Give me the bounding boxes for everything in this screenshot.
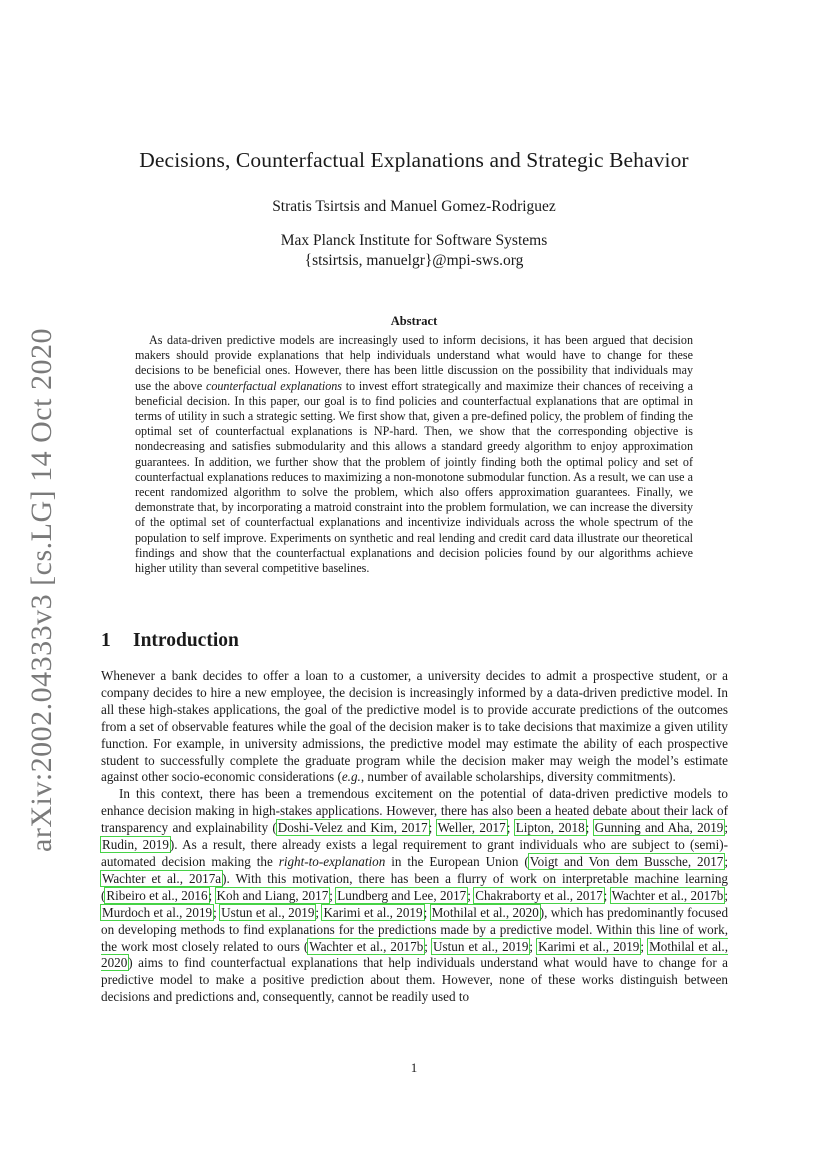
paper-authors: Stratis Tsirtsis and Manuel Gomez-Rodriguez bbox=[272, 198, 556, 215]
citation-link[interactable]: Murdoch et al., 2019 bbox=[102, 904, 213, 920]
citation-link[interactable]: Doshi-Velez and Kim, 2017 bbox=[277, 820, 428, 836]
citation-link[interactable]: Wachter et al., 2017a bbox=[102, 870, 222, 886]
paper-title: Decisions, Counterfactual Explanations and Strategic Behavior bbox=[139, 148, 689, 172]
citation-link[interactable]: Lipton, 2018 bbox=[515, 820, 585, 836]
section-number: 1 bbox=[101, 630, 111, 651]
citation-link[interactable]: Ribeiro et al., 2016 bbox=[106, 887, 208, 903]
intro-paragraph-2: In this context, there has been a tremendous excitement on the potential of data-driven predictive models to enhance decision making in high-stakes applications. However, there has also been a heated debate about their lack of transparency and explainability (Doshi-Velez and Kim, 2017; Weller, 2017; Lipton, 2018; Gunning and Aha, 2019; Rudin, 2019). As a result, there already exists a legal requirement to grant individuals who are subject to (semi)-automated decision making the right-to-explanation in the European Union (Voigt and Von dem Bussche, 2017; Wachter et al., 2017a). With this motivation, there has been a flurry of work on interpretable machine learning (Ribeiro et al., 2016; Koh and Liang, 2017; Lundberg and Lee, 2017; Chakraborty et al., 2017; Wachter et al., 2017b; Murdoch et al., 2019; Ustun et al., 2019; Karimi et al., 2019; Mothilal et al., 2020), which has predominantly focused on developing methods to find explanations for the predictions made by a predictive model. Within this line of work, the work most closely related to ours (Wachter et al., 2017b; Ustun et al., 2019; Karimi et al., 2019; Mothilal et al., 2020) aims to find counterfactual explanations that help individuals understand what would have to change for a predictive model to make a positive prediction about them. However, none of these works distinguish between decisions and predictions and, consequently, cannot be readily used to bbox=[101, 786, 729, 1005]
citation-link[interactable]: Chakraborty et al., 2017 bbox=[475, 887, 603, 903]
citation-link[interactable]: Gunning and Aha, 2019 bbox=[594, 820, 724, 836]
author-affiliation-block bbox=[100, 231, 728, 271]
citation-link[interactable]: Wachter et al., 2017b bbox=[611, 887, 724, 903]
citation-link[interactable]: Wachter et al., 2017b bbox=[309, 938, 424, 954]
citation-link[interactable]: Mothilal et al., 2020 bbox=[431, 904, 539, 920]
citation-link[interactable]: Karimi et al., 2019 bbox=[323, 904, 423, 920]
intro-paragraph-1: Whenever a bank decides to offer a loan to a customer, a university decides to admit a prospective student, or a company decides to hire a new employee, the decision is increasingly informed by a data-driven predictive model. In all these high-stakes applications, the goal of the predictive model is to provide accurate predictions of the outcomes from a set of observable features while the goal of the decision maker is to take decisions that maximize a given utility function. For example, in university admissions, the predictive model may estimate the ability of each prospective student to successfully complete the graduate program while the decision maker may weigh the model’s estimate against other socio-economic considerations (e.g., number of available scholarships, diversity commitments). bbox=[101, 668, 728, 785]
abstract-paragraph: As data-driven predictive models are increasingly used to inform decisions, it has been argued that decision makers should provide explanations that help individuals understand what would have to change for these decisions to be beneficial ones. However, there has been little discussion on the possibility that individuals may use the above counterfactual explanations to invest effort strategically and maximize their chances of receiving a beneficial decision. In this paper, our goal is to find policies and counterfactual explanations that are optimal in terms of utility in such a strategic setting. We first show that, given a pre-defined policy, the problem of finding the optimal set of counterfactual explanations is NP-hard. Then, we show that the corresponding objective is nondecreasing and satisfies submodularity and this allows a standard greedy algorithm to enjoy approximation guarantees. In addition, we further show that the problem of jointly finding both the optimal policy and set of counterfactual explanations reduces to maximizing a non-monotone submodular function. As a result, we can use a recent randomized algorithm to solve the problem, which also offers approximation guarantees. Finally, we demonstrate that, by incorporating a matroid constraint into the problem formulation, we can increase the diversity of the optimal set of counterfactual explanations and incentivize individuals across the whole spectrum of the population to self improve. Experiments on synthetic and real lending and credit card data illustrate our theoretical findings and show that the counterfactual explanations and decision policies found by our algorithms achieve higher utility than several competitive baselines. bbox=[135, 333, 694, 576]
citation-link[interactable]: Ustun et al., 2019 bbox=[433, 938, 529, 954]
abstract-body bbox=[135, 333, 693, 576]
section-heading bbox=[101, 630, 239, 652]
citation-link[interactable]: Lundberg and Lee, 2017 bbox=[337, 887, 467, 903]
arxiv-identifier: arXiv:2002.04333v3 [cs.LG] 14 Oct 2020 bbox=[25, 328, 58, 852]
citation-link[interactable]: Rudin, 2019 bbox=[102, 837, 169, 853]
author-emails: {stsirtsis, manuelgr}@mpi-sws.org bbox=[304, 252, 524, 269]
citation-link[interactable]: Karimi et al., 2019 bbox=[538, 938, 640, 954]
affiliation: Max Planck Institute for Software Systems bbox=[280, 232, 548, 249]
citation-link[interactable]: Mothilal et al., 2020 bbox=[101, 938, 728, 971]
citation-link[interactable]: Voigt and Von dem Bussche, 2017 bbox=[529, 853, 724, 869]
abstract-heading: Abstract bbox=[390, 314, 438, 328]
citation-link[interactable]: Ustun et al., 2019 bbox=[221, 904, 315, 920]
citation-link[interactable]: Weller, 2017 bbox=[437, 820, 506, 836]
page-number: 1 bbox=[410, 1060, 418, 1075]
citation-link[interactable]: Koh and Liang, 2017 bbox=[216, 887, 329, 903]
section-title: Introduction bbox=[133, 630, 239, 651]
introduction-body bbox=[101, 668, 728, 1006]
abstract-emphasis: counterfactual explanations bbox=[205, 378, 343, 393]
